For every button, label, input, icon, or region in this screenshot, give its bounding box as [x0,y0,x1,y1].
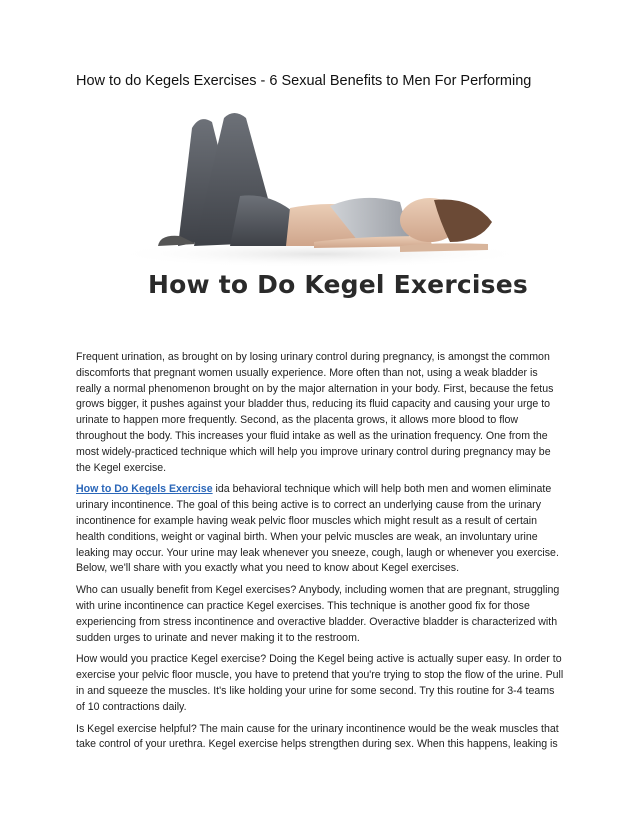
paragraph: Frequent urination, as brought on by losing urinary control during pregnancy, is amongst the common discomforts that pregnant women usually experience. More often than not, using a weak bladder is really a normal phenomenon brought on by the major alternation in your body. First, because the fetus grows bigger, it pushes against your bladder thus, reducing its fluid capacity and causing your urge to urinate to happen more frequently. Second, as the placenta grows, it allows more blood to flow throughout the body. This increases your fluid intake as well as the urination frequency. One from the most widely-practiced technique which will help you improve urinary control during pregnancy may be the Kegel exercise. [76,351,554,474]
paragraph-text: ida behavioral technique which will help both men and women eliminate urinary incontinence. The goal of this being active is to correct an underlying cause from the urinary incontinence for example having weak pelvic floor muscles which might result as a result of certain health conditions, weight or vaginal birth. When your pelvic muscles are weak, an involuntary urine leaking may occur. Your urine may leak whenever you sneeze, cough, laugh or whenever you exercise. Below, we'll share with you exactly what you need to know about Kegel exercises. [76,483,559,575]
paragraph: Who can usually benefit from Kegel exercises? Anybody, including women that are pregnant, struggling with urine incontinence can practice Kegel exercises. This technique is another good fix for those experiencing from stress incontinence and overactive bladder. Overactive bladder is characterized with sudden urges to urinate and never making it to the restroom. [76,584,560,644]
article-body [76,350,564,759]
paragraph: How would you practice Kegel exercise? Doing the Kegel being active is actually super easy. In order to exercise your pelvic floor muscle, you have to pretend that you're trying to stop the flow of the urine. Pull in and squeeze the muscles. It's like holding your urine for some second. Try this routine for 3-4 teams of 10 contractions daily. [76,653,564,713]
paragraph [76,482,564,577]
hero-caption: How to Do Kegel Exercises [148,270,528,299]
paragraph: Is Kegel exercise helpful? The main cause for the urinary incontinence would be the weak muscles that take control of your urethra. Kegel exercise helps strengthen during sex. When this happens, leaking is [76,722,559,751]
page-title: How to do Kegels Exercises - 6 Sexual Benefits to Men For Performing [76,73,532,89]
kegels-exercise-link[interactable]: How to Do Kegels Exercise [76,483,213,496]
